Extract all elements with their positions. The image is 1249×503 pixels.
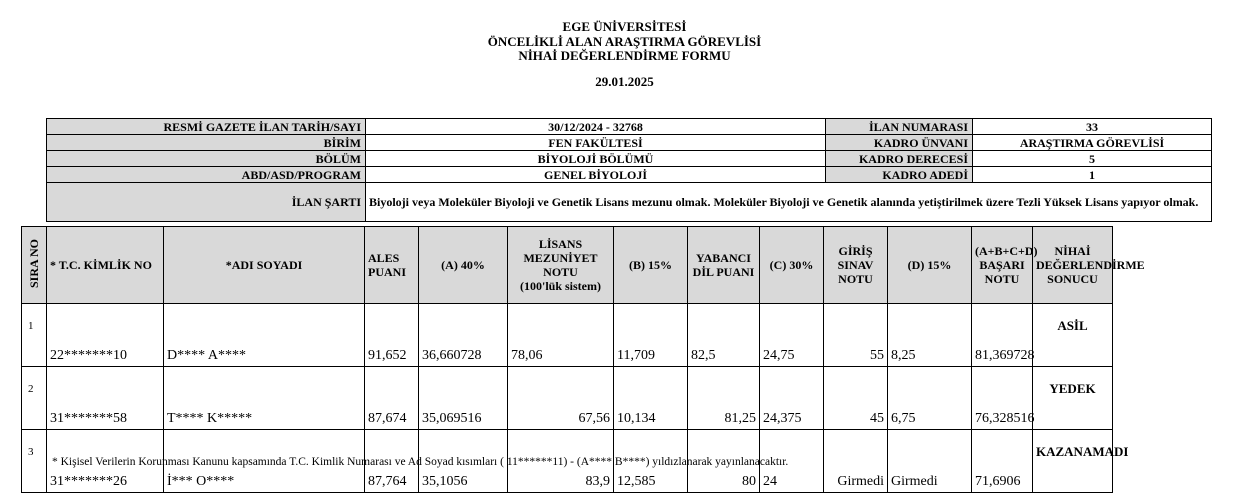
kadro-derecesi-value: 5 — [973, 151, 1212, 167]
basari-cell: 76,328516 — [972, 367, 1033, 430]
ilan-no-value: 33 — [973, 119, 1212, 135]
d-cell: 6,75 — [888, 367, 972, 430]
sira-cell: 3 — [22, 430, 47, 493]
kadro-adedi-label: KADRO ADEDİ — [826, 167, 973, 183]
col-a: (A) 40% — [419, 227, 508, 304]
c-cell: 24,75 — [760, 304, 824, 367]
form-header — [0, 20, 1249, 89]
lisans-cell: 78,06 — [508, 304, 614, 367]
col-sira: SIRA NO — [22, 227, 47, 304]
col-name: *ADI SOYADI — [164, 227, 365, 304]
info-row — [47, 167, 1212, 183]
b-cell: 10,134 — [614, 367, 688, 430]
giris-cell: 55 — [824, 304, 888, 367]
ilan-sarti-label: İLAN ŞARTI — [47, 183, 366, 222]
a-cell: 35,069516 — [419, 367, 508, 430]
d-cell: 8,25 — [888, 304, 972, 367]
ales-cell: 87,674 — [365, 367, 419, 430]
col-tc: * T.C. KİMLİK NO — [47, 227, 164, 304]
announcement-info-table — [46, 118, 1212, 222]
table-row — [22, 367, 1212, 430]
c-cell: 24 — [760, 430, 824, 493]
table-row — [22, 304, 1212, 367]
col-basari: (A+B+C+D) BAŞARI NOTU — [972, 227, 1033, 304]
header-row — [22, 227, 1212, 304]
a-cell: 36,660728 — [419, 304, 508, 367]
a-cell: 35,1056 — [419, 430, 508, 493]
b-cell: 11,709 — [614, 304, 688, 367]
birim-label: BİRİM — [47, 135, 366, 151]
ilan-no-label: İLAN NUMARASI — [826, 119, 973, 135]
dil-cell: 80 — [688, 430, 760, 493]
col-b: (B) 15% — [614, 227, 688, 304]
col-c: (C) 30% — [760, 227, 824, 304]
tc-cell: 31*******26 — [47, 430, 164, 493]
lisans-cell: 67,56 — [508, 367, 614, 430]
kadro-unvani-value: ARAŞTIRMA GÖREVLİSİ — [973, 135, 1212, 151]
col-sonuc: NİHAİ DEĞERLENDİRME SONUCU — [1033, 227, 1113, 304]
sira-cell: 2 — [22, 367, 47, 430]
kadro-unvani-label: KADRO ÜNVANI — [826, 135, 973, 151]
name-cell: T**** K***** — [164, 367, 365, 430]
form-title: NİHAİ DEĞERLENDİRME FORMU — [518, 48, 731, 63]
dil-cell: 81,25 — [688, 367, 760, 430]
lisans-cell: 83,9 — [508, 430, 614, 493]
birim-value: FEN FAKÜLTESİ — [366, 135, 826, 151]
result-cell: ASİL — [1033, 304, 1113, 367]
university-title: EGE ÜNİVERSİTESİ — [562, 19, 687, 34]
col-ales: ALES PUANI — [365, 227, 419, 304]
col-dil: YABANCI DİL PUANI — [688, 227, 760, 304]
tc-cell: 22*******10 — [47, 304, 164, 367]
bolum-value: BİYOLOJİ BÖLÜMÜ — [366, 151, 826, 167]
col-lisans-sub: (100'lük sistem) — [520, 279, 601, 293]
gazette-label: RESMİ GAZETE İLAN TARİH/SAYI — [47, 119, 366, 135]
giris-cell: Girmedi — [824, 430, 888, 493]
b-cell: 12,585 — [614, 430, 688, 493]
info-row — [47, 135, 1212, 151]
evaluation-table — [21, 226, 1212, 493]
d-cell: Girmedi — [888, 430, 972, 493]
ales-cell: 91,652 — [365, 304, 419, 367]
name-cell: D**** A**** — [164, 304, 365, 367]
giris-cell: 45 — [824, 367, 888, 430]
form-date: 29.01.2025 — [595, 73, 654, 89]
info-row — [47, 119, 1212, 135]
footnote: * Kişisel Verilerin Korunması Kanunu kapsamında T.C. Kimlik Numarası ve Ad Soyad kısımları ( 11******11) - (A**** B****) yıldızlanarak yayınlanacaktır. — [52, 456, 789, 468]
col-d: (D) 15% — [888, 227, 972, 304]
kadro-adedi-value: 1 — [973, 167, 1212, 183]
position-title: ÖNCELİKLİ ALAN ARAŞTIRMA GÖREVLİSİ — [487, 33, 762, 49]
result-cell: YEDEK — [1033, 367, 1113, 430]
program-value: GENEL BİYOLOJİ — [366, 167, 826, 183]
col-lisans: LİSANS MEZUNİYET NOTU (100'lük sistem) — [508, 227, 614, 304]
basari-cell: 71,6906 — [972, 430, 1033, 493]
kadro-derecesi-label: KADRO DERECESİ — [826, 151, 973, 167]
ilan-sarti-value: Biyoloji veya Moleküler Biyoloji ve Genetik Lisans mezunu olmak. Moleküler Biyoloji ve Genetik alanında yetiştirilmek üzere Tezli Yüksek Lisans yapıyor olmak. — [366, 183, 1212, 222]
gazette-value: 30/12/2024 - 32768 — [366, 119, 826, 135]
result-cell: KAZANAMADI — [1033, 430, 1113, 493]
ales-cell: 87,764 — [365, 430, 419, 493]
tc-cell: 31*******58 — [47, 367, 164, 430]
info-row — [47, 183, 1212, 222]
program-label: ABD/ASD/PROGRAM — [47, 167, 366, 183]
dil-cell: 82,5 — [688, 304, 760, 367]
basari-cell: 81,369728 — [972, 304, 1033, 367]
c-cell: 24,375 — [760, 367, 824, 430]
info-row — [47, 151, 1212, 167]
name-cell: İ*** O**** — [164, 430, 365, 493]
sira-cell: 1 — [22, 304, 47, 367]
bolum-label: BÖLÜM — [47, 151, 366, 167]
col-giris: GİRİŞ SINAV NOTU — [824, 227, 888, 304]
